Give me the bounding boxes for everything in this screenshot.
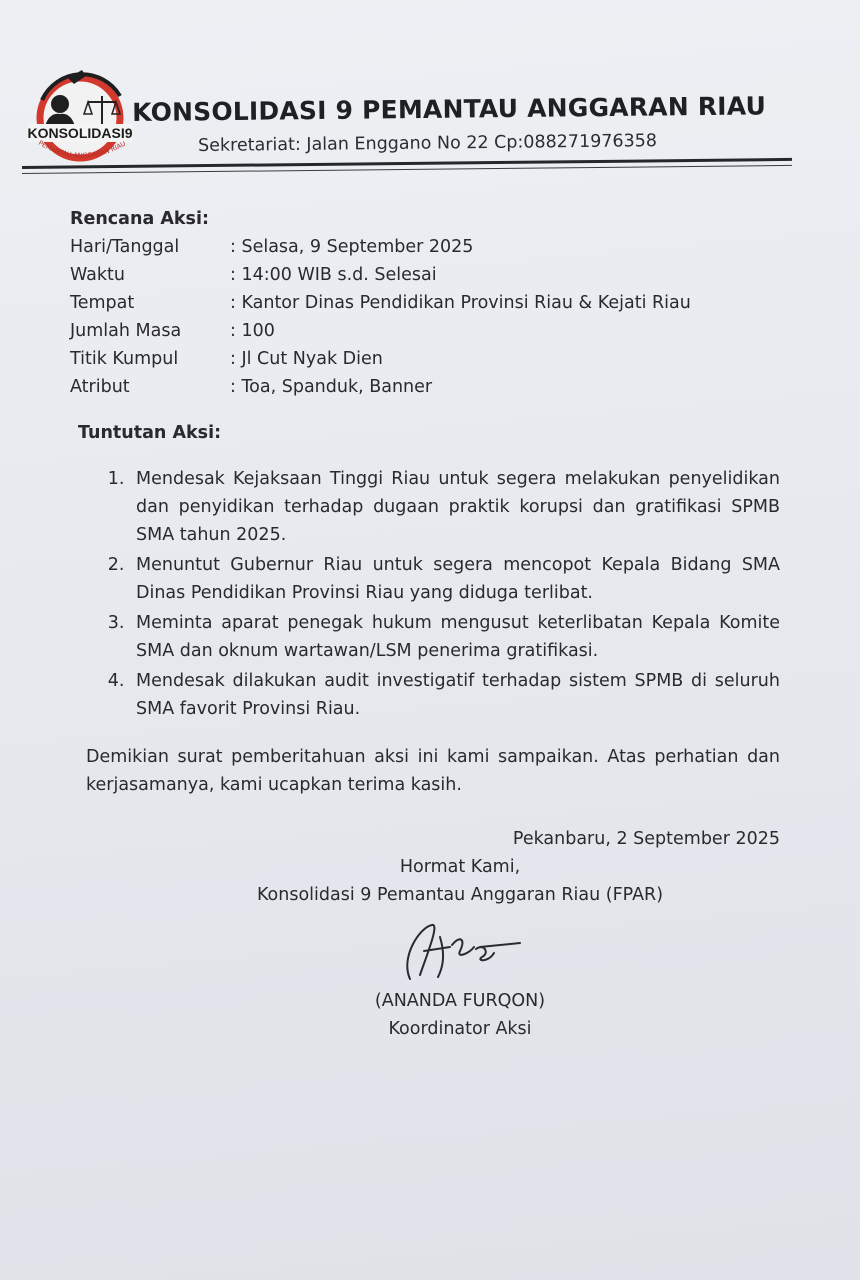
- plan-row-label: Atribut: [70, 377, 130, 397]
- signatory-role: Koordinator Aksi: [388, 1018, 532, 1039]
- plan-row: [70, 317, 691, 345]
- demands-title: Tuntutan Aksi:: [78, 423, 222, 443]
- letter-body: [70, 205, 780, 1043]
- header-rule: [22, 158, 792, 169]
- demand-item: 1. Mendesak Kejaksaan Tinggi Riau untuk segera melakukan penyelidikan dan penyidikan terhadap dugaan praktik korupsi dan gratifikasi SPMB SMA tahun 2025.: [130, 465, 780, 549]
- plan-row-label: Jumlah Masa: [70, 321, 182, 341]
- plan-row-value: : Selasa, 9 September 2025: [230, 237, 474, 257]
- plan-title: Rencana Aksi:: [70, 209, 209, 229]
- greeting: Hormat Kami,: [399, 856, 521, 877]
- plan-table: [70, 233, 691, 401]
- plan-row-label: Titik Kumpul: [70, 349, 179, 369]
- logo-subtext: PEMANTAU ANGGARAN RIAU: [37, 138, 128, 160]
- plan-row: [70, 345, 691, 373]
- organization-logo: [24, 60, 136, 170]
- demands-list: [70, 465, 780, 723]
- plan-row-label: Waktu: [70, 265, 125, 285]
- plan-row-label: Tempat: [70, 293, 135, 313]
- plan-row: [70, 261, 691, 289]
- plan-row-value: : Kantor Dinas Pendidikan Provinsi Riau & Kejati Riau: [230, 293, 691, 313]
- organization-title: KONSOLIDASI 9 PEMANTAU ANGGARAN RIAU: [132, 91, 767, 127]
- secretariat-address: Sekretariat: Jalan Enggano No 22 Cp:088271976358: [198, 131, 658, 156]
- plan-row-label: Hari/Tanggal: [70, 237, 180, 257]
- plan-row: [70, 233, 691, 261]
- plan-row-value: : Jl Cut Nyak Dien: [230, 349, 383, 369]
- logo-text: KONSOLIDASI9: [27, 125, 133, 141]
- plan-row-value: : 14:00 WIB s.d. Selesai: [230, 265, 437, 285]
- plan-row: [70, 289, 691, 317]
- place-date: Pekanbaru, 2 September 2025: [512, 828, 780, 849]
- demand-item: 3. Meminta aparat penegak hukum mengusut keterlibatan Kepala Komite SMA dan oknum wartawan/LSM penerima gratifikasi.: [130, 609, 780, 665]
- demand-item: 4. Mendesak dilakukan audit investigatif terhadap sistem SPMB di seluruh SMA favorit Provinsi Riau.: [130, 667, 780, 723]
- handwritten-signature: [380, 917, 540, 987]
- closing-paragraph: Demikian surat pemberitahuan aksi ini kami sampaikan. Atas perhatian dan kerjasamanya, kami ucapkan terima kasih.: [86, 746, 780, 795]
- signatory-name: (ANANDA FURQON): [374, 990, 546, 1011]
- demand-item: 2. Menuntut Gubernur Riau untuk segera mencopot Kepala Bidang SMA Dinas Pendidikan Provinsi Riau yang diduga terlibat.: [130, 551, 780, 607]
- plan-row-value: : 100: [230, 321, 275, 341]
- organization-name: Konsolidasi 9 Pemantau Anggaran Riau (FPAR): [256, 884, 664, 905]
- plan-row-value: : Toa, Spanduk, Banner: [230, 377, 433, 397]
- signature-block: [140, 853, 780, 1043]
- plan-row: [70, 373, 691, 401]
